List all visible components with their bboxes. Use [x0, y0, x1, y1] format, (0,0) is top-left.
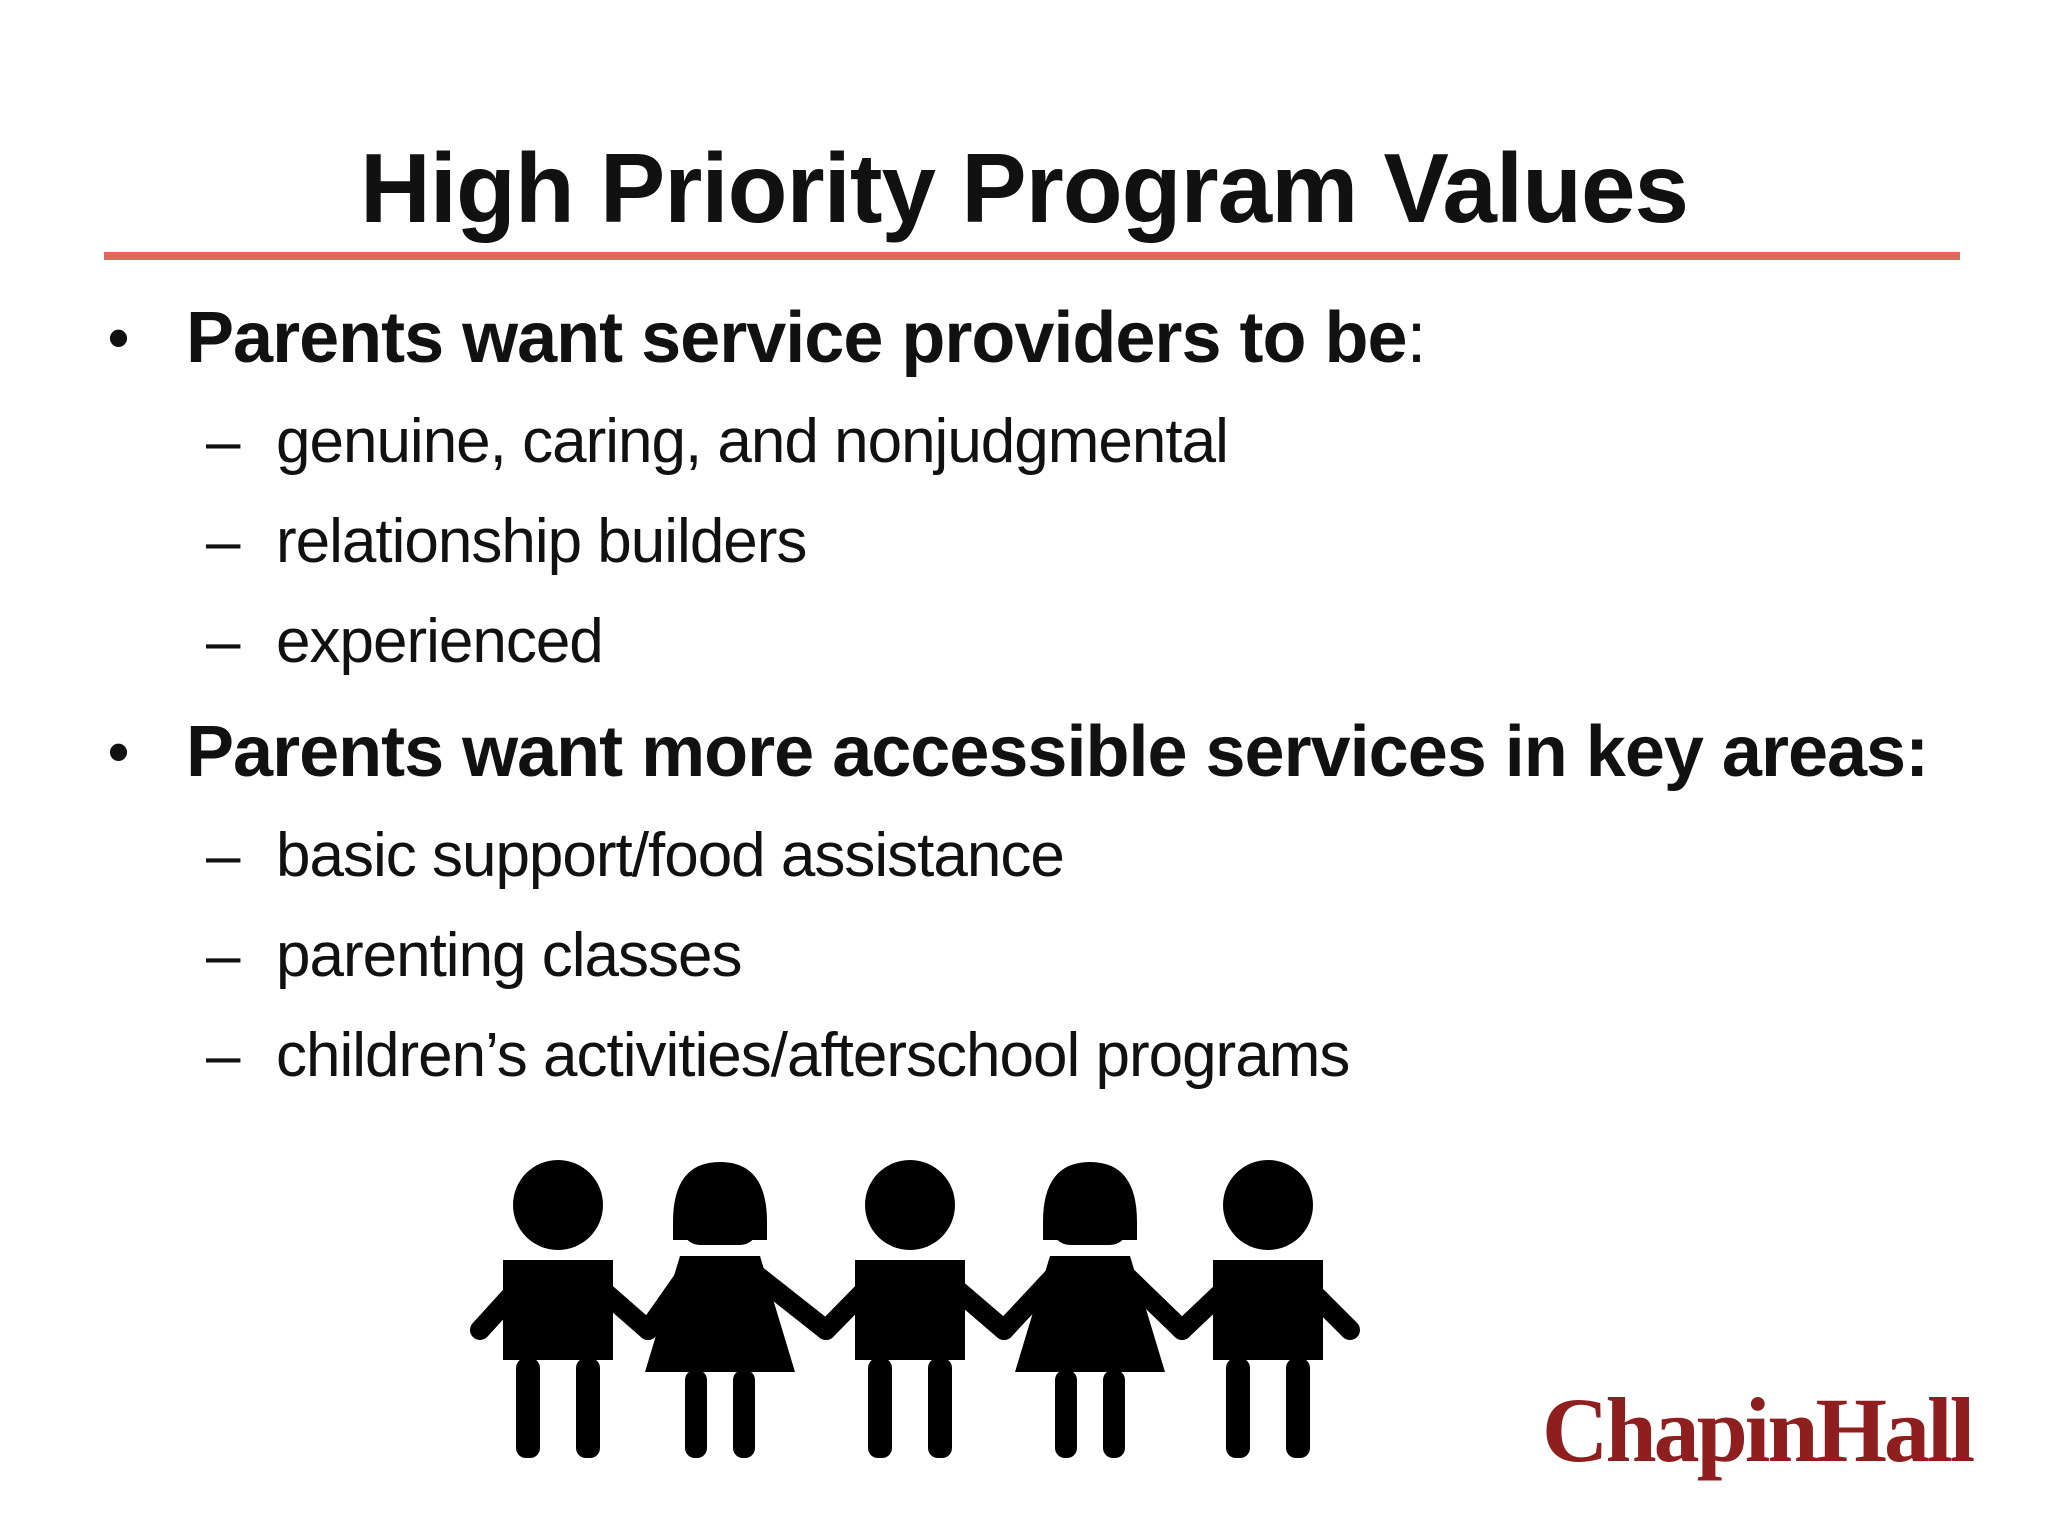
- children-holding-hands-icon: [470, 1160, 1420, 1470]
- title-divider: [104, 252, 1960, 260]
- child-figure: [855, 1160, 965, 1458]
- chapin-hall-logo: ChapinHall: [1542, 1379, 1973, 1481]
- slide: High Priority Program Values • Parents want service providers to be: – genuine, caring, and nonjudgmental – relationship builders – experienced • Parents want more accessible services in key areas: – basic support/food assistance – parenting classes – children’s activities/afterschool programs ChapinHall: [0, 0, 2048, 1536]
- bullet-marker: •: [108, 718, 129, 785]
- bullet-text: Parents want service providers to be:: [186, 298, 1426, 378]
- child-figure: [645, 1162, 795, 1458]
- bullet-marker: •: [108, 304, 129, 371]
- slide-title: High Priority Program Values: [359, 133, 1689, 243]
- child-figure: [503, 1160, 613, 1458]
- child-figure: [1213, 1160, 1323, 1458]
- bullet-text: Parents want more accessible services in key areas:: [186, 712, 1929, 792]
- child-figure: [1015, 1162, 1165, 1458]
